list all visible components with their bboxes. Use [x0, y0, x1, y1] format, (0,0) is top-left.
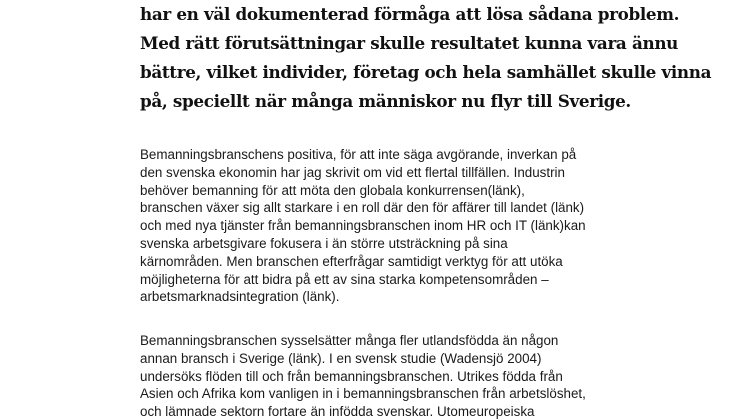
lead-line: bättre, vilket individer, företag och hela samhället skulle vinna: [140, 62, 712, 82]
lead-line: Med rätt förutsättningar skulle resultatet kunna vara ännu: [140, 33, 679, 53]
paragraph-line: kärnområden. Men branschen efterfrågar samtidigt verktyg för att utöka: [140, 253, 563, 269]
paragraph-line: behöver bemanning för att möta den globala konkurrensen(länk),: [140, 182, 525, 198]
lead-line: på, speciellt när många människor nu flyr till Sverige.: [140, 91, 631, 111]
body-paragraph-1: [140, 146, 620, 306]
paragraph-line: annan bransch i Sverige (länk). I en svensk studie (Wadensjö 2004): [140, 350, 542, 366]
paragraph-line: Asien och Afrika kom vanligen in i bemanningsbranschen från arbetslöshet,: [140, 386, 586, 402]
paragraph-line: och med nya tjänster från bemanningsbranschen inom HR och IT (länk)kan: [140, 218, 586, 234]
paragraph-line: Bemanningsbranschen sysselsätter många fler utlandsfödda än någon: [140, 333, 559, 348]
lead-paragraph: [140, 0, 712, 116]
lead-line: har en väl dokumenterad förmåga att lösa sådana problem.: [140, 4, 680, 24]
paragraph-line: den svenska ekonomin har jag skrivit om vid ett flertal tillfällen. Industrin: [140, 164, 565, 180]
body-paragraph-2: [140, 332, 620, 419]
paragraph-line: möjligheterna för att bidra på ett av sina starka kompetensområden –: [140, 271, 549, 287]
paragraph-line: branschen växer sig allt starkare i en roll där den för affärer till landet (länk): [140, 200, 585, 216]
paragraph-line: arbetsmarknadsintegration (länk).: [140, 289, 340, 305]
paragraph-line: svenska arbetsgivare fokusera i än större utsträckning på sina: [140, 235, 508, 251]
paragraph-line: undersöks flöden till och från bemanningsbranschen. Utrikes födda från: [140, 368, 563, 384]
paragraph-line: Bemanningsbranschens positiva, för att inte säga avgörande, inverkan på: [140, 147, 577, 162]
paragraph-line: och lämnade sektorn fortare än infödda svenskar. Utomeuropeiska: [140, 404, 535, 419]
